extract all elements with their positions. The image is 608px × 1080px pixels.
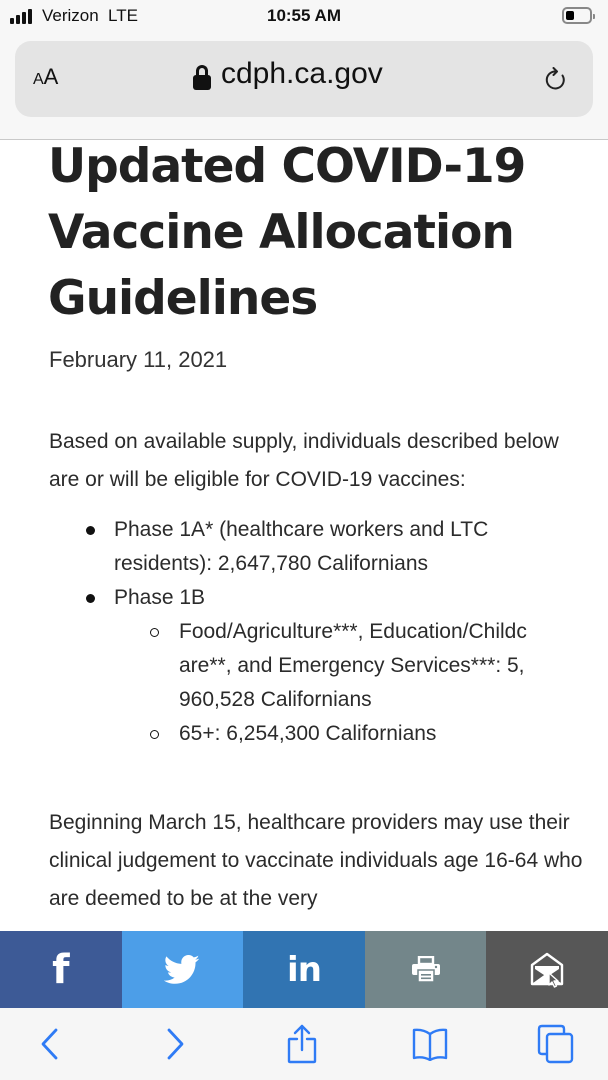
- address-bar[interactable]: [15, 41, 593, 117]
- print-button[interactable]: [365, 931, 487, 1008]
- reload-icon[interactable]: [543, 67, 569, 93]
- battery-level: [566, 11, 574, 20]
- intro-paragraph: Based on available supply, individuals described below are or will be eligible for COVID-19 vaccines:: [49, 430, 559, 491]
- email-button[interactable]: [486, 931, 608, 1008]
- phase-1b-sublist: [0, 615, 568, 751]
- lock-icon: [193, 65, 211, 91]
- text-size-button[interactable]: AA: [33, 64, 59, 89]
- sublist-item-essential-workers: Food/Agriculture***, Education/Childcare**, and Emergency Services***: 5,960,528 Californians: [0, 615, 568, 717]
- list-item-phase-1a: Phase 1A* (healthcare workers and LTC residents): 2,647,780 Californians: [0, 513, 608, 581]
- bullet-disc: [86, 526, 95, 535]
- eligibility-list: [0, 513, 608, 751]
- bullet-circle: [150, 628, 159, 637]
- chevron-right-icon: [164, 1027, 186, 1061]
- list-item-phase-1b: Phase 1B Food/Agriculture***, Education/Childcare**, and Emergency Services***: 5,960,528 Californians 65+: 6,254,300 Californians: [0, 581, 608, 751]
- page-title: Updated COVID-19 Vaccine Allocation Guidelines: [48, 140, 526, 326]
- bullet-disc: [86, 594, 95, 603]
- printer-icon: [411, 956, 441, 984]
- forward-button[interactable]: [155, 1024, 195, 1064]
- share-bar: [0, 931, 608, 1008]
- browser-toolbar: [0, 1008, 608, 1080]
- share-twitter-button[interactable]: [122, 931, 244, 1008]
- publish-date: February 11, 2021: [49, 347, 228, 372]
- tabs-button[interactable]: [536, 1024, 576, 1064]
- book-icon: [411, 1027, 449, 1061]
- facebook-icon: f: [52, 946, 70, 993]
- share-facebook-button[interactable]: [0, 931, 122, 1008]
- envelope-icon: [529, 951, 565, 989]
- article-content[interactable]: [0, 140, 608, 931]
- network-type: LTE: [108, 6, 138, 25]
- sublist-item-65-plus: 65+: 6,254,300 Californians: [0, 717, 568, 751]
- back-button[interactable]: [30, 1024, 70, 1064]
- tabs-icon: [537, 1024, 575, 1064]
- url-text[interactable]: cdph.ca.gov: [221, 57, 383, 90]
- share-button[interactable]: [282, 1024, 322, 1064]
- bullet-circle: [150, 730, 159, 739]
- share-icon: [286, 1023, 318, 1065]
- twitter-icon: [164, 955, 200, 985]
- body-paragraph: Beginning March 15, healthcare providers may use their clinical judgement to vaccinate individuals age 16-64 who are deemed to be at the very: [49, 811, 583, 910]
- carrier-name: Verizon: [42, 6, 99, 25]
- linkedin-icon: in: [287, 949, 321, 990]
- share-linkedin-button[interactable]: [243, 931, 365, 1008]
- status-bar: [0, 0, 608, 36]
- status-time: 10:55 AM: [266, 6, 341, 25]
- battery-icon: [562, 7, 592, 24]
- bookmarks-button[interactable]: [410, 1024, 450, 1064]
- chevron-left-icon: [39, 1027, 61, 1061]
- browser-header: [0, 36, 608, 140]
